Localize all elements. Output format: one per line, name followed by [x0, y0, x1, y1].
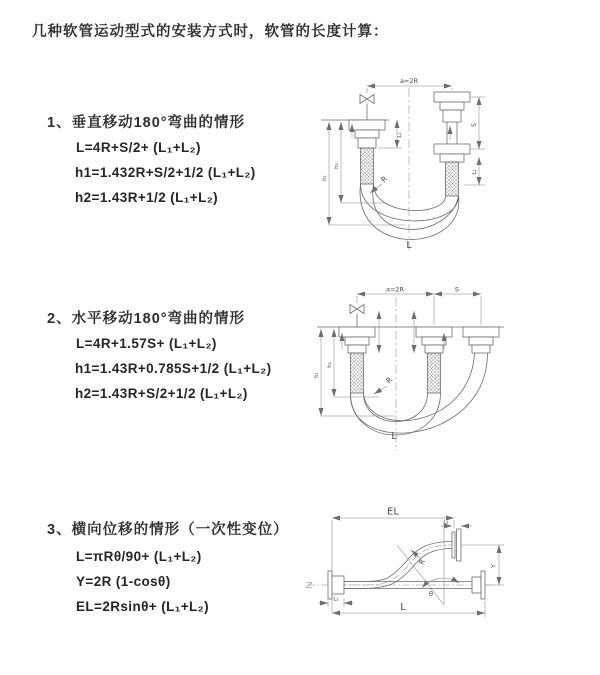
diagram-horizontal-180-bend — [309, 281, 600, 461]
dimension-label-l2: L₂ — [443, 519, 449, 526]
dimension-label-l1-right: L₁ — [472, 169, 478, 175]
braided-hose-section — [361, 148, 374, 184]
dimension-label-s: S — [454, 285, 460, 294]
radius-callout — [411, 550, 427, 566]
angle-theta-construction — [397, 519, 459, 605]
section-1-formula-l: L=4R+S/2+ (L₁+L₂) — [76, 140, 201, 155]
section-2-heading: 2、水平移动180°弯曲的情形 — [47, 311, 246, 327]
dimension-label-l: L — [400, 602, 406, 613]
diagram-lateral-displacement — [298, 492, 570, 630]
dimension-label-a2r: a=2R — [385, 285, 405, 294]
section-1-formula-h2: h2=1.43R+1/2 (L₁+L₂) — [75, 190, 219, 205]
displaced-flange-fitting — [452, 529, 461, 561]
dimension-label-a2r: a=2R — [399, 77, 419, 85]
dimension-s — [464, 97, 485, 185]
section-1-heading: 1、垂直移动180°弯曲的情形 — [47, 115, 246, 131]
radius-label: R — [379, 174, 390, 185]
radius-label: R — [417, 557, 427, 567]
dimension-label-y: Y — [489, 564, 498, 568]
fixed-end-fitting — [321, 120, 389, 184]
section-3-heading: 3、横向位移的情形（一次性变位） — [47, 522, 289, 538]
dimension-label-l1: L₁ — [333, 596, 339, 603]
section-1-formula-h1: h1=1.432R+S/2+1/2 (L₁+L₂) — [75, 165, 256, 180]
diagram-vertical-180-bend — [309, 68, 600, 264]
section-2-formula-l: L=4R+1.57S+ (L₁+L₂) — [76, 336, 217, 351]
moving-end-fitting-pos2 — [463, 327, 499, 353]
dimension-a-2r-and-s — [357, 286, 481, 326]
dimension-el — [332, 507, 454, 614]
hose-u-curves — [360, 184, 459, 240]
length-label: L — [391, 431, 397, 442]
radius-label: R — [384, 375, 395, 386]
dimension-label-h1: h₁ — [314, 372, 320, 378]
section-3-formula-el: EL=2Rsinθ+ (L₁+L₂) — [76, 599, 209, 614]
dimension-label-l1: L₁ — [397, 132, 403, 138]
hose-u-curves — [350, 353, 487, 435]
angle-label-theta: θ — [429, 590, 433, 598]
dimension-label-h1: h₁ — [322, 175, 328, 181]
radius-callout — [374, 375, 394, 394]
dimension-a-2r — [367, 77, 452, 93]
dimension-l2 — [441, 520, 472, 527]
section-2-formula-h2: h2=1.43R+S/2+1/2 (L₁+L₂) — [75, 386, 248, 401]
braided-hose-section — [428, 353, 441, 393]
braided-hose-section — [446, 162, 459, 196]
dimension-label-el: EL — [387, 506, 399, 518]
moving-end-fitting-pos1 — [416, 327, 452, 393]
page-title: 几种软管运动型式的安装方式时，软管的长度计算： — [32, 24, 389, 40]
left-flange-fitting — [328, 571, 344, 599]
valve-icon — [360, 95, 374, 121]
dimension-label-s: S — [471, 123, 478, 127]
dimension-l — [332, 601, 485, 617]
braided-hose-section — [351, 353, 364, 393]
section-2-formula-h1: h1=1.43R+0.785S+1/2 (L₁+L₂) — [75, 361, 272, 376]
moving-end-fitting-positions — [434, 92, 470, 196]
valve-icon — [350, 305, 364, 328]
fixed-end-fitting — [339, 327, 375, 393]
section-3-formula-l: L=πRθ/90+ (L₁+L₂) — [76, 549, 202, 564]
dimension-label-h2: h₂ — [327, 362, 333, 368]
dimension-label-h2: h₂ — [334, 163, 340, 169]
dimension-l1 — [318, 597, 354, 608]
section-3-formula-y: Y=2R (1-cosθ) — [76, 574, 171, 589]
fitting-length-dims — [379, 311, 414, 353]
length-label: L — [406, 240, 412, 251]
